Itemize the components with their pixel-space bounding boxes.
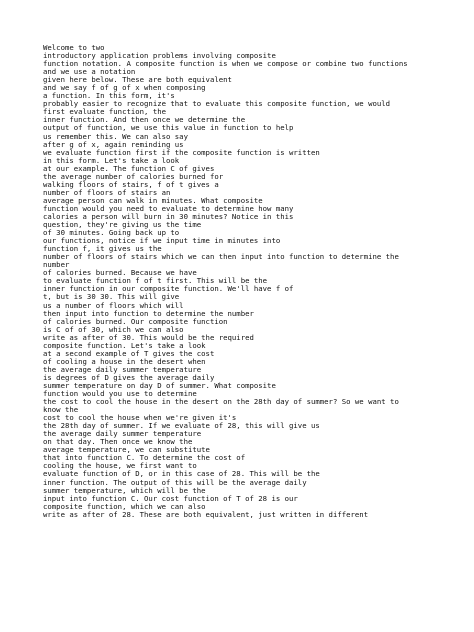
text-line: in this form. Let's take a look <box>43 155 180 165</box>
text-line: calories a person will burn in 30 minutes? Notice in this <box>43 211 294 221</box>
text-line: number <box>43 260 70 270</box>
text-line: write as after of 28. These are both equivalent, just written in different <box>43 509 369 519</box>
text-line: the average daily summer temperature <box>43 364 202 374</box>
text-line: cost to cool the house when we're given it's <box>43 413 237 423</box>
text-line: of calories burned. Because we have <box>43 268 197 278</box>
text-line: know the <box>43 405 79 415</box>
text-line: inner function. And then once we determine the <box>43 115 246 125</box>
text-line: evaluate function of D, or in this case of 28. This will be the <box>43 469 320 479</box>
text-line: the 28th day of summer. If we evaluate of 28, this will give us <box>43 421 320 431</box>
text-line: probably easier to recognize that to evaluate this composite function, we would <box>43 99 391 109</box>
text-line: at a second example of T gives the cost <box>43 348 215 358</box>
text-line: average person can walk in minutes. What composite <box>43 195 263 205</box>
text-line: cooling the house, we first want to <box>43 461 197 471</box>
text-line: function would you need to evaluate to determine how many <box>43 203 294 213</box>
text-line: the average number of calories burned for <box>43 171 224 181</box>
text-line: first evaluate function, the <box>43 107 167 117</box>
text-line: composite function. Let's take a look <box>43 340 206 350</box>
text-line: of calories burned. Our composite function <box>43 316 228 326</box>
text-line: t, but is 30 30. This will give <box>43 292 180 302</box>
text-line: to evaluate function f of t first. This will be the <box>43 276 268 286</box>
text-line: then input into function to determine the number <box>43 308 254 318</box>
text-line: and we use a notation <box>43 67 136 77</box>
text-line: composite function, which we can also <box>43 501 206 511</box>
text-line: Welcome to two <box>43 44 105 52</box>
text-line: walking floors of stairs, f of t gives a <box>43 179 219 189</box>
text-line: the cost to cool the house in the desert on the 28th day of summer? So we want to <box>43 397 399 407</box>
text-line: introductory application problems involving composite <box>43 51 276 61</box>
text-line: given here below. These are both equivalent <box>43 75 232 85</box>
text-line: of 30 minutes. Going back up to <box>43 228 180 238</box>
text-line: and we say f of g of x when composing <box>43 83 206 93</box>
text-line: our functions, notice if we input time in minutes into <box>43 236 281 246</box>
text-line: is degrees of D gives the average daily <box>43 372 215 382</box>
text-line: a function. In this form, it's <box>43 91 175 101</box>
text-line: us a number of floors which will <box>43 300 184 310</box>
text-line: we evaluate function first if the composite function is written <box>43 147 320 157</box>
text-line: summer temperature on day D of summer. What composite <box>43 380 276 390</box>
text-line: is C of of 30, which we can also <box>43 324 184 334</box>
text-line: average temperature, we can substitute <box>43 445 210 455</box>
text-line: number of floors of stairs which we can then input into function to determine the <box>43 252 399 262</box>
text-line: function f, it gives us the <box>43 244 162 254</box>
text-line: of cooling a house in the desert when <box>43 356 206 366</box>
text-line: number of floors of stairs an <box>43 187 171 197</box>
text-line: us remember this. We can also say <box>43 131 188 141</box>
text-line: after g of x, again reminding us <box>43 139 184 149</box>
text-line: write as after of 30. This would be the required <box>43 332 254 342</box>
text-line: function notation. A composite function is when we compose or combine two functions <box>43 59 408 69</box>
text-line: the average daily summer temperature <box>43 429 202 439</box>
text-line: function would you use to determine <box>43 389 197 399</box>
text-line: at our example. The function C of gives <box>43 163 215 173</box>
text-line: output of function, we use this value in function to help <box>43 123 294 133</box>
text-line: summer temperature, which will be the <box>43 485 206 495</box>
text-line: question, they're giving us the time <box>43 220 202 230</box>
text-line: on that day. Then once we know the <box>43 437 193 447</box>
text-line: that into function C. To determine the cost of <box>43 453 246 463</box>
transcript-text <box>43 44 474 519</box>
text-line: inner function in our composite function. We'll have f of <box>43 284 294 294</box>
text-line: input into function C. Our cost function of T of 28 is our <box>43 493 298 503</box>
text-line: inner function. The output of this will be the average daily <box>43 477 307 487</box>
